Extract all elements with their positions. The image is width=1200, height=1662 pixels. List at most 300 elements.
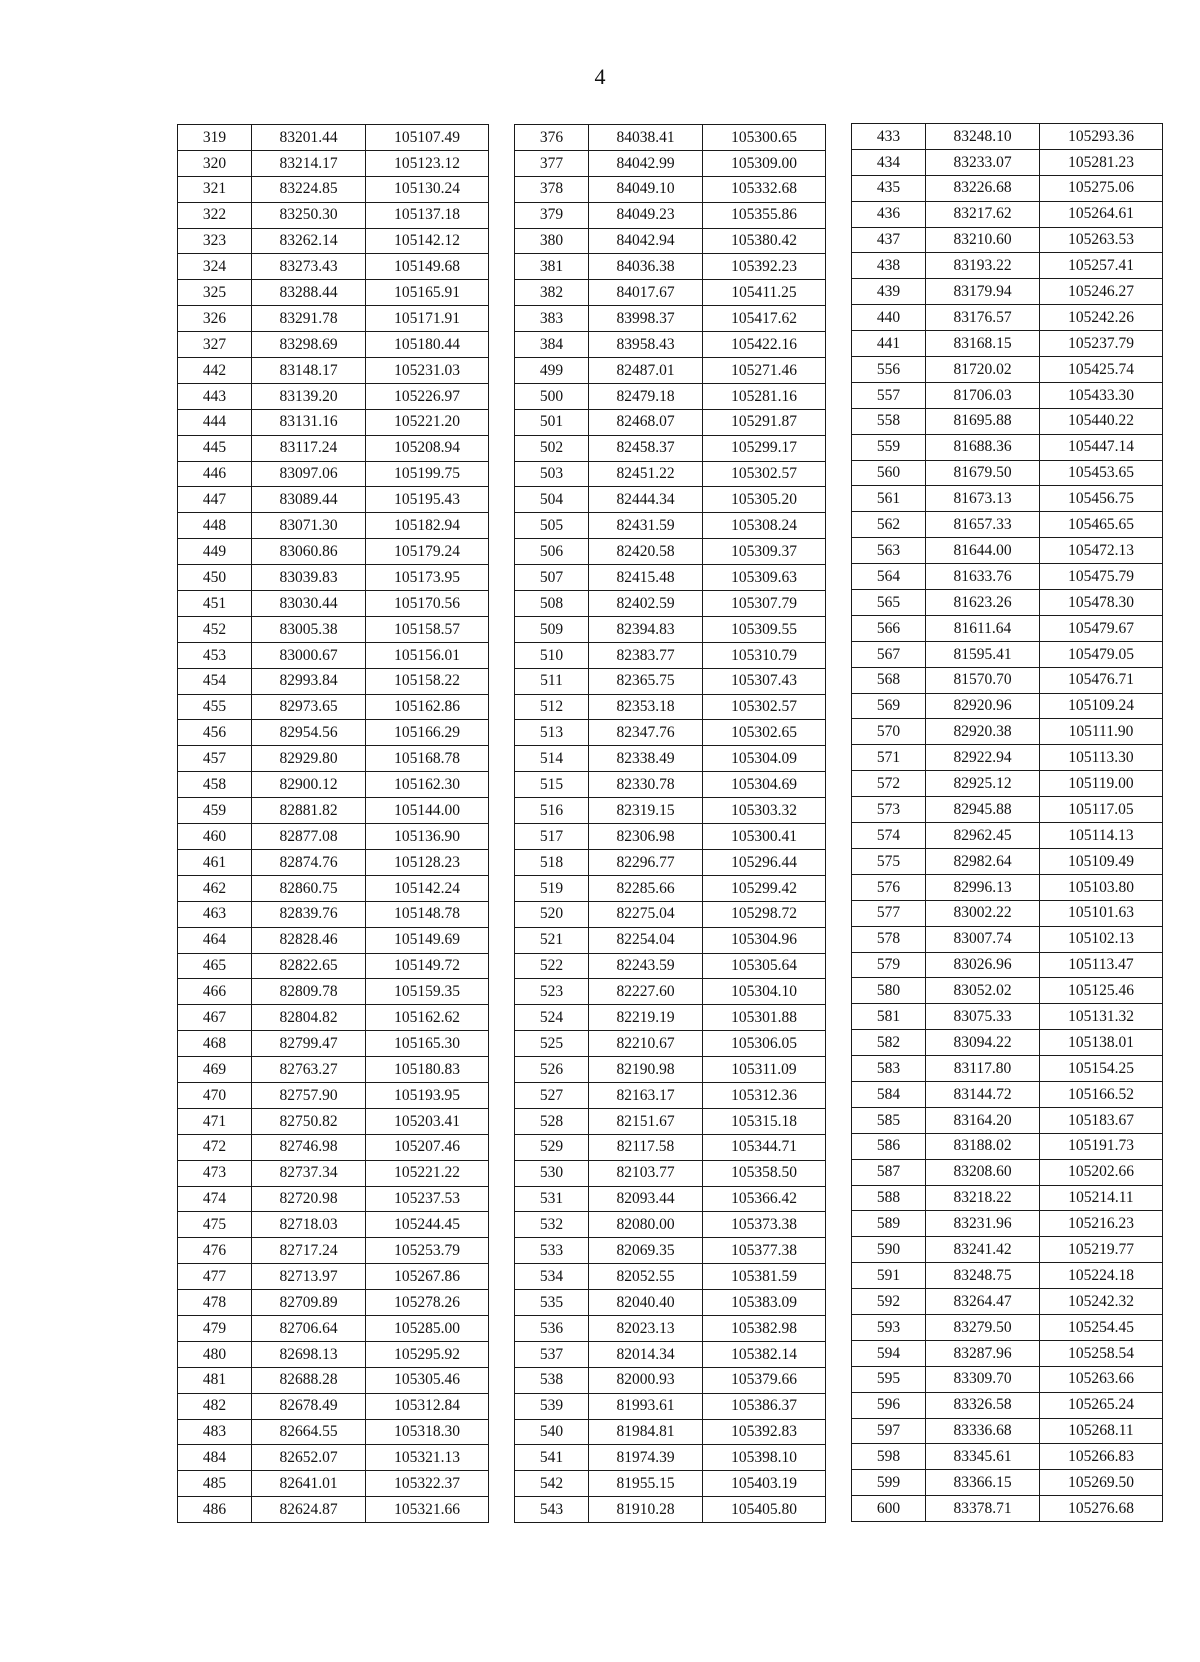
point-number-cell: 533 <box>515 1238 589 1264</box>
y-coordinate-cell: 105137.18 <box>366 202 489 228</box>
x-coordinate-cell: 83233.07 <box>926 149 1040 175</box>
table-row <box>178 1264 489 1290</box>
y-coordinate-cell: 105102.13 <box>1040 926 1163 952</box>
table-row <box>515 927 826 953</box>
point-number-cell: 434 <box>852 149 926 175</box>
point-number-cell: 585 <box>852 1107 926 1133</box>
y-coordinate-cell: 105300.41 <box>703 824 826 850</box>
y-coordinate-cell: 105433.30 <box>1040 382 1163 408</box>
point-number-cell: 600 <box>852 1496 926 1522</box>
x-coordinate-cell: 83309.70 <box>926 1366 1040 1392</box>
point-number-cell: 537 <box>515 1341 589 1367</box>
point-number-cell: 460 <box>178 824 252 850</box>
table-row <box>515 1057 826 1083</box>
x-coordinate-cell: 82641.01 <box>252 1471 366 1497</box>
table-row <box>178 1134 489 1160</box>
point-number-cell: 568 <box>852 667 926 693</box>
y-coordinate-cell: 105183.67 <box>1040 1107 1163 1133</box>
point-number-cell: 563 <box>852 538 926 564</box>
point-number-cell: 505 <box>515 513 589 539</box>
y-coordinate-cell: 105221.20 <box>366 409 489 435</box>
y-coordinate-cell: 105179.24 <box>366 539 489 565</box>
y-coordinate-cell: 105322.37 <box>366 1471 489 1497</box>
table-row <box>178 668 489 694</box>
table-row <box>852 357 1163 383</box>
y-coordinate-cell: 105199.75 <box>366 461 489 487</box>
x-coordinate-cell: 83279.50 <box>926 1314 1040 1340</box>
x-coordinate-cell: 82431.59 <box>589 513 703 539</box>
point-number-cell: 458 <box>178 772 252 798</box>
y-coordinate-cell: 105180.83 <box>366 1057 489 1083</box>
table-row <box>178 228 489 254</box>
table-row <box>178 539 489 565</box>
table-row <box>178 1212 489 1238</box>
x-coordinate-cell: 82920.38 <box>926 719 1040 745</box>
y-coordinate-cell: 105149.69 <box>366 927 489 953</box>
point-number-cell: 527 <box>515 1082 589 1108</box>
x-coordinate-cell: 81984.81 <box>589 1419 703 1445</box>
x-coordinate-cell: 81974.39 <box>589 1445 703 1471</box>
y-coordinate-cell: 105422.16 <box>703 332 826 358</box>
table-row <box>178 979 489 1005</box>
y-coordinate-cell: 105293.36 <box>1040 124 1163 150</box>
x-coordinate-cell: 83168.15 <box>926 331 1040 357</box>
table-row <box>178 332 489 358</box>
x-coordinate-cell: 83326.58 <box>926 1392 1040 1418</box>
x-coordinate-cell: 82809.78 <box>252 979 366 1005</box>
point-number-cell: 435 <box>852 175 926 201</box>
x-coordinate-cell: 83030.44 <box>252 591 366 617</box>
point-number-cell: 560 <box>852 460 926 486</box>
point-number-cell: 515 <box>515 772 589 798</box>
table-row <box>515 953 826 979</box>
table-row <box>178 176 489 202</box>
y-coordinate-cell: 105158.57 <box>366 616 489 642</box>
table-row <box>852 719 1163 745</box>
table-row <box>852 745 1163 771</box>
x-coordinate-cell: 82210.67 <box>589 1031 703 1057</box>
point-number-cell: 524 <box>515 1005 589 1031</box>
table-row <box>852 771 1163 797</box>
table-row <box>178 1445 489 1471</box>
y-coordinate-cell: 105214.11 <box>1040 1185 1163 1211</box>
y-coordinate-cell: 105304.09 <box>703 746 826 772</box>
table-row <box>515 383 826 409</box>
table-row <box>515 1264 826 1290</box>
point-number-cell: 462 <box>178 875 252 901</box>
y-coordinate-cell: 105302.57 <box>703 694 826 720</box>
table-row <box>178 461 489 487</box>
x-coordinate-cell: 82664.55 <box>252 1419 366 1445</box>
x-coordinate-cell: 82415.48 <box>589 565 703 591</box>
table-row <box>515 979 826 1005</box>
table-row <box>515 513 826 539</box>
x-coordinate-cell: 81695.88 <box>926 408 1040 434</box>
point-number-cell: 483 <box>178 1419 252 1445</box>
table-row <box>852 874 1163 900</box>
point-number-cell: 519 <box>515 875 589 901</box>
table-row <box>178 1471 489 1497</box>
x-coordinate-cell: 82383.77 <box>589 642 703 668</box>
point-number-cell: 436 <box>852 201 926 227</box>
point-number-cell: 557 <box>852 382 926 408</box>
table-row <box>852 124 1163 150</box>
table-row <box>852 641 1163 667</box>
table-row <box>852 279 1163 305</box>
table-row <box>852 564 1163 590</box>
table-row <box>852 227 1163 253</box>
point-number-cell: 567 <box>852 641 926 667</box>
point-number-cell: 326 <box>178 306 252 332</box>
y-coordinate-cell: 105165.91 <box>366 280 489 306</box>
table-row <box>178 1393 489 1419</box>
table-row <box>178 435 489 461</box>
y-coordinate-cell: 105224.18 <box>1040 1263 1163 1289</box>
table-row <box>178 616 489 642</box>
x-coordinate-cell: 82757.90 <box>252 1082 366 1108</box>
point-number-cell: 477 <box>178 1264 252 1290</box>
point-number-cell: 452 <box>178 616 252 642</box>
table-row <box>178 927 489 953</box>
x-coordinate-cell: 82624.87 <box>252 1497 366 1523</box>
y-coordinate-cell: 105168.78 <box>366 746 489 772</box>
y-coordinate-cell: 105355.86 <box>703 202 826 228</box>
x-coordinate-cell: 82881.82 <box>252 798 366 824</box>
table-row <box>515 150 826 176</box>
table-row <box>178 746 489 772</box>
y-coordinate-cell: 105447.14 <box>1040 434 1163 460</box>
y-coordinate-cell: 105216.23 <box>1040 1211 1163 1237</box>
y-coordinate-cell: 105265.24 <box>1040 1392 1163 1418</box>
x-coordinate-cell: 81623.26 <box>926 590 1040 616</box>
y-coordinate-cell: 105182.94 <box>366 513 489 539</box>
coordinates-table-right <box>851 123 1163 1522</box>
y-coordinate-cell: 105162.62 <box>366 1005 489 1031</box>
table-row <box>515 901 826 927</box>
x-coordinate-cell: 83998.37 <box>589 306 703 332</box>
point-number-cell: 323 <box>178 228 252 254</box>
x-coordinate-cell: 84036.38 <box>589 254 703 280</box>
y-coordinate-cell: 105298.72 <box>703 901 826 927</box>
table-row <box>178 1031 489 1057</box>
table-row <box>178 901 489 927</box>
y-coordinate-cell: 105304.69 <box>703 772 826 798</box>
x-coordinate-cell: 82000.93 <box>589 1367 703 1393</box>
y-coordinate-cell: 105304.96 <box>703 927 826 953</box>
table-row <box>515 1134 826 1160</box>
y-coordinate-cell: 105156.01 <box>366 642 489 668</box>
table-row <box>515 202 826 228</box>
point-number-cell: 379 <box>515 202 589 228</box>
x-coordinate-cell: 82052.55 <box>589 1264 703 1290</box>
x-coordinate-cell: 83345.61 <box>926 1444 1040 1470</box>
y-coordinate-cell: 105271.46 <box>703 358 826 384</box>
table-row <box>178 1341 489 1367</box>
table-row <box>515 1212 826 1238</box>
table-row <box>852 1289 1163 1315</box>
y-coordinate-cell: 105246.27 <box>1040 279 1163 305</box>
point-number-cell: 465 <box>178 953 252 979</box>
y-coordinate-cell: 105318.30 <box>366 1419 489 1445</box>
x-coordinate-cell: 84049.10 <box>589 176 703 202</box>
table-row <box>852 408 1163 434</box>
x-coordinate-cell: 83148.17 <box>252 358 366 384</box>
table-row <box>515 1290 826 1316</box>
point-number-cell: 327 <box>178 332 252 358</box>
y-coordinate-cell: 105453.65 <box>1040 460 1163 486</box>
table-row <box>852 538 1163 564</box>
point-number-cell: 562 <box>852 512 926 538</box>
point-number-cell: 482 <box>178 1393 252 1419</box>
x-coordinate-cell: 81720.02 <box>926 357 1040 383</box>
point-number-cell: 514 <box>515 746 589 772</box>
y-coordinate-cell: 105307.79 <box>703 591 826 617</box>
x-coordinate-cell: 82799.47 <box>252 1031 366 1057</box>
table-row <box>515 280 826 306</box>
point-number-cell: 569 <box>852 693 926 719</box>
x-coordinate-cell: 81644.00 <box>926 538 1040 564</box>
x-coordinate-cell: 82698.13 <box>252 1341 366 1367</box>
y-coordinate-cell: 105219.77 <box>1040 1237 1163 1263</box>
x-coordinate-cell: 82688.28 <box>252 1367 366 1393</box>
table-row <box>852 978 1163 1004</box>
table-row <box>515 358 826 384</box>
y-coordinate-cell: 105170.56 <box>366 591 489 617</box>
x-coordinate-cell: 82706.64 <box>252 1315 366 1341</box>
y-coordinate-cell: 105263.53 <box>1040 227 1163 253</box>
table-row <box>515 1108 826 1134</box>
y-coordinate-cell: 105366.42 <box>703 1186 826 1212</box>
y-coordinate-cell: 105149.68 <box>366 254 489 280</box>
table-row <box>852 952 1163 978</box>
y-coordinate-cell: 105103.80 <box>1040 874 1163 900</box>
point-number-cell: 474 <box>178 1186 252 1212</box>
point-number-cell: 531 <box>515 1186 589 1212</box>
y-coordinate-cell: 105305.46 <box>366 1367 489 1393</box>
y-coordinate-cell: 105242.26 <box>1040 305 1163 331</box>
table-row <box>515 1082 826 1108</box>
table-row <box>515 1393 826 1419</box>
y-coordinate-cell: 105417.62 <box>703 306 826 332</box>
x-coordinate-cell: 82103.77 <box>589 1160 703 1186</box>
y-coordinate-cell: 105269.50 <box>1040 1470 1163 1496</box>
x-coordinate-cell: 83210.60 <box>926 227 1040 253</box>
table-row <box>515 254 826 280</box>
y-coordinate-cell: 105131.32 <box>1040 1004 1163 1030</box>
point-number-cell: 507 <box>515 565 589 591</box>
table-row <box>852 149 1163 175</box>
table-row <box>178 254 489 280</box>
table-row <box>178 1367 489 1393</box>
y-coordinate-cell: 105305.64 <box>703 953 826 979</box>
x-coordinate-cell: 84038.41 <box>589 125 703 151</box>
point-number-cell: 540 <box>515 1419 589 1445</box>
x-coordinate-cell: 83094.22 <box>926 1030 1040 1056</box>
table-row <box>852 175 1163 201</box>
point-number-cell: 575 <box>852 848 926 874</box>
point-number-cell: 433 <box>852 124 926 150</box>
y-coordinate-cell: 105478.30 <box>1040 590 1163 616</box>
point-number-cell: 469 <box>178 1057 252 1083</box>
x-coordinate-cell: 82319.15 <box>589 798 703 824</box>
table-row <box>178 358 489 384</box>
y-coordinate-cell: 105472.13 <box>1040 538 1163 564</box>
point-number-cell: 566 <box>852 615 926 641</box>
y-coordinate-cell: 105307.43 <box>703 668 826 694</box>
x-coordinate-cell: 81673.13 <box>926 486 1040 512</box>
x-coordinate-cell: 82093.44 <box>589 1186 703 1212</box>
table-row <box>852 1263 1163 1289</box>
point-number-cell: 538 <box>515 1367 589 1393</box>
x-coordinate-cell: 82874.76 <box>252 849 366 875</box>
table-row <box>852 1133 1163 1159</box>
table-row <box>852 1004 1163 1030</box>
y-coordinate-cell: 105306.05 <box>703 1031 826 1057</box>
point-number-cell: 455 <box>178 694 252 720</box>
x-coordinate-cell: 82451.22 <box>589 461 703 487</box>
table-row <box>178 280 489 306</box>
y-coordinate-cell: 105440.22 <box>1040 408 1163 434</box>
y-coordinate-cell: 105398.10 <box>703 1445 826 1471</box>
table-row <box>515 1238 826 1264</box>
table-row <box>515 306 826 332</box>
point-number-cell: 485 <box>178 1471 252 1497</box>
y-coordinate-cell: 105195.43 <box>366 487 489 513</box>
point-number-cell: 509 <box>515 616 589 642</box>
point-number-cell: 599 <box>852 1470 926 1496</box>
table-row <box>515 772 826 798</box>
y-coordinate-cell: 105476.71 <box>1040 667 1163 693</box>
y-coordinate-cell: 105382.14 <box>703 1341 826 1367</box>
y-coordinate-cell: 105119.00 <box>1040 771 1163 797</box>
table-row <box>852 434 1163 460</box>
table-row <box>515 1031 826 1057</box>
x-coordinate-cell: 82040.40 <box>589 1290 703 1316</box>
y-coordinate-cell: 105193.95 <box>366 1082 489 1108</box>
point-number-cell: 586 <box>852 1133 926 1159</box>
table-row <box>515 591 826 617</box>
y-coordinate-cell: 105315.18 <box>703 1108 826 1134</box>
y-coordinate-cell: 105276.68 <box>1040 1496 1163 1522</box>
point-number-cell: 324 <box>178 254 252 280</box>
point-number-cell: 513 <box>515 720 589 746</box>
point-number-cell: 443 <box>178 383 252 409</box>
point-number-cell: 383 <box>515 306 589 332</box>
table-row <box>852 693 1163 719</box>
point-number-cell: 475 <box>178 1212 252 1238</box>
table-row <box>178 1057 489 1083</box>
table-row <box>852 512 1163 538</box>
table-row <box>515 798 826 824</box>
x-coordinate-cell: 81910.28 <box>589 1497 703 1523</box>
x-coordinate-cell: 82117.58 <box>589 1134 703 1160</box>
table-row <box>178 1108 489 1134</box>
y-coordinate-cell: 105191.73 <box>1040 1133 1163 1159</box>
x-coordinate-cell: 83007.74 <box>926 926 1040 952</box>
y-coordinate-cell: 105321.13 <box>366 1445 489 1471</box>
point-number-cell: 588 <box>852 1185 926 1211</box>
table-row <box>178 1419 489 1445</box>
point-number-cell: 523 <box>515 979 589 1005</box>
table-row <box>178 694 489 720</box>
point-number-cell: 461 <box>178 849 252 875</box>
x-coordinate-cell: 83164.20 <box>926 1107 1040 1133</box>
point-number-cell: 571 <box>852 745 926 771</box>
x-coordinate-cell: 82822.65 <box>252 953 366 979</box>
x-coordinate-cell: 83231.96 <box>926 1211 1040 1237</box>
table-row <box>852 1056 1163 1082</box>
table-row <box>515 1497 826 1523</box>
table-row <box>852 900 1163 926</box>
y-coordinate-cell: 105411.25 <box>703 280 826 306</box>
point-number-cell: 449 <box>178 539 252 565</box>
y-coordinate-cell: 105107.49 <box>366 125 489 151</box>
table-row <box>178 824 489 850</box>
point-number-cell: 319 <box>178 125 252 151</box>
point-number-cell: 528 <box>515 1108 589 1134</box>
y-coordinate-cell: 105332.68 <box>703 176 826 202</box>
table-row <box>515 487 826 513</box>
y-coordinate-cell: 105278.26 <box>366 1290 489 1316</box>
point-number-cell: 444 <box>178 409 252 435</box>
point-number-cell: 564 <box>852 564 926 590</box>
y-coordinate-cell: 105226.97 <box>366 383 489 409</box>
point-number-cell: 321 <box>178 176 252 202</box>
table-row <box>852 1496 1163 1522</box>
coordinates-table-middle <box>514 124 826 1523</box>
x-coordinate-cell: 82922.94 <box>926 745 1040 771</box>
y-coordinate-cell: 105380.42 <box>703 228 826 254</box>
table-row <box>515 435 826 461</box>
y-coordinate-cell: 105231.03 <box>366 358 489 384</box>
y-coordinate-cell: 105208.94 <box>366 435 489 461</box>
x-coordinate-cell: 82678.49 <box>252 1393 366 1419</box>
y-coordinate-cell: 105299.42 <box>703 875 826 901</box>
y-coordinate-cell: 105136.90 <box>366 824 489 850</box>
y-coordinate-cell: 105253.79 <box>366 1238 489 1264</box>
point-number-cell: 591 <box>852 1263 926 1289</box>
point-number-cell: 377 <box>515 150 589 176</box>
point-number-cell: 572 <box>852 771 926 797</box>
x-coordinate-cell: 84017.67 <box>589 280 703 306</box>
point-number-cell: 595 <box>852 1366 926 1392</box>
table-row <box>852 615 1163 641</box>
point-number-cell: 579 <box>852 952 926 978</box>
table-row <box>178 875 489 901</box>
point-number-cell: 450 <box>178 565 252 591</box>
x-coordinate-cell: 82468.07 <box>589 409 703 435</box>
point-number-cell: 559 <box>852 434 926 460</box>
y-coordinate-cell: 105479.67 <box>1040 615 1163 641</box>
point-number-cell: 480 <box>178 1341 252 1367</box>
table-row <box>852 926 1163 952</box>
point-number-cell: 541 <box>515 1445 589 1471</box>
point-number-cell: 518 <box>515 849 589 875</box>
point-number-cell: 592 <box>852 1289 926 1315</box>
point-number-cell: 484 <box>178 1445 252 1471</box>
y-coordinate-cell: 105382.98 <box>703 1315 826 1341</box>
point-number-cell: 499 <box>515 358 589 384</box>
table-row <box>515 539 826 565</box>
table-row <box>178 202 489 228</box>
y-coordinate-cell: 105392.83 <box>703 1419 826 1445</box>
y-coordinate-cell: 105312.84 <box>366 1393 489 1419</box>
x-coordinate-cell: 83217.62 <box>926 201 1040 227</box>
point-number-cell: 437 <box>852 227 926 253</box>
y-coordinate-cell: 105267.86 <box>366 1264 489 1290</box>
y-coordinate-cell: 105309.37 <box>703 539 826 565</box>
x-coordinate-cell: 83208.60 <box>926 1159 1040 1185</box>
